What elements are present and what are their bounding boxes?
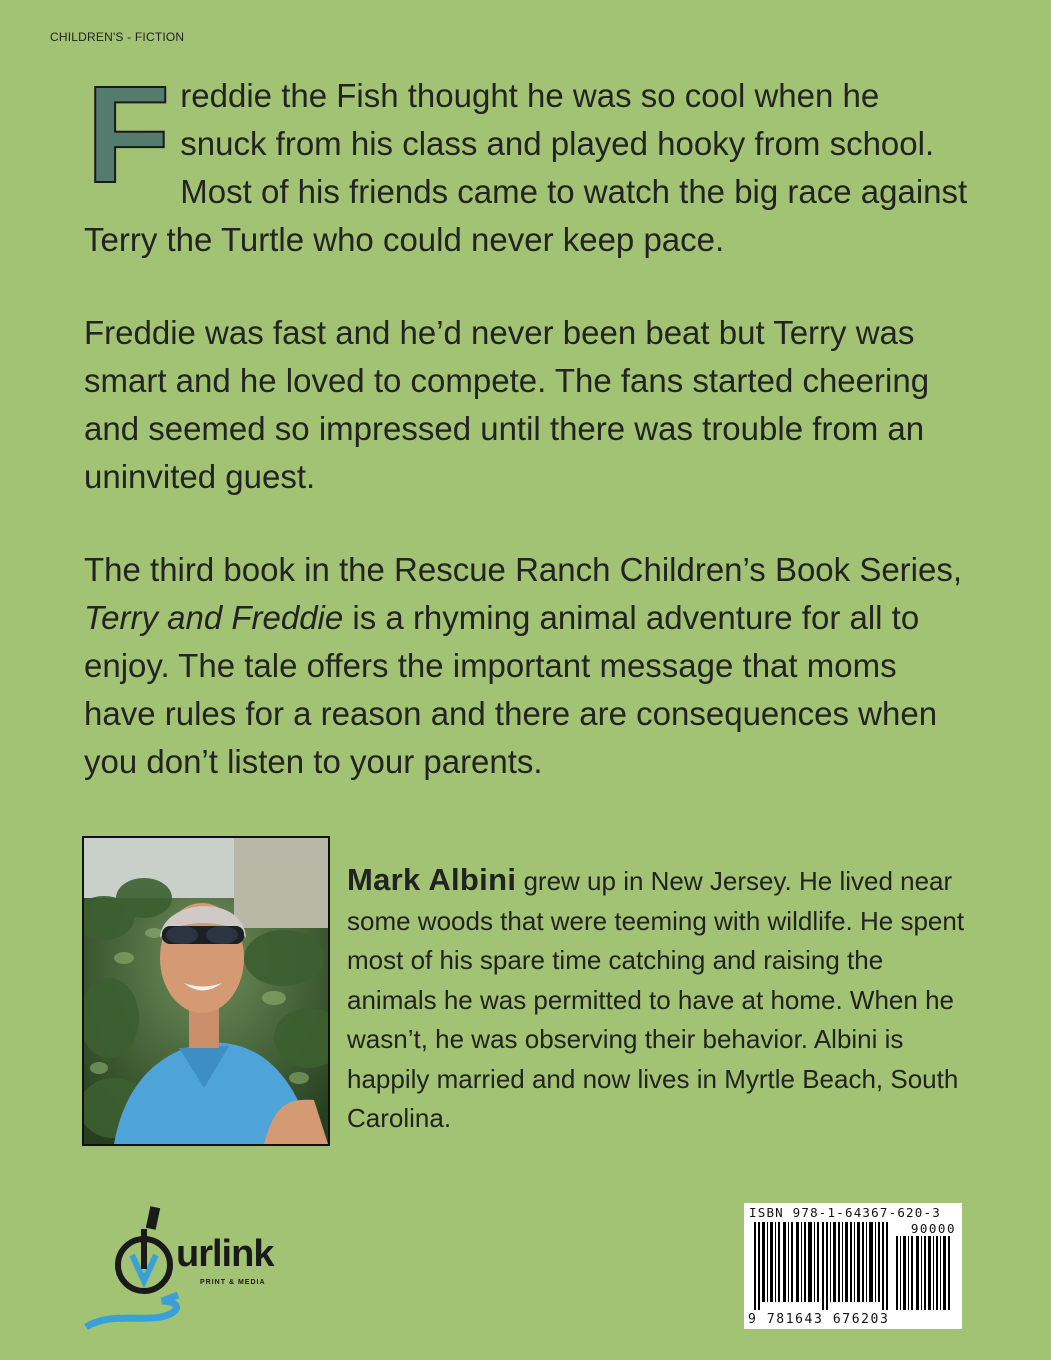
isbn-barcode — [744, 1203, 962, 1329]
author-photo — [82, 836, 330, 1146]
blurb-paragraph-2: Freddie was fast and he’d never been beat but Terry was smart and he loved to compete. The fans started cheering and seemed so impressed until there was trouble from an uninvited guest. — [84, 314, 930, 495]
drop-cap: F — [86, 58, 171, 212]
isbn-label: ISBN 978-1-64367-620-3 — [749, 1205, 941, 1220]
author-photo-illustration — [84, 838, 328, 1144]
publisher-logo — [82, 1205, 302, 1330]
price-code: 90000 — [910, 1221, 956, 1236]
category-label: CHILDREN'S - FICTION — [50, 30, 185, 44]
isbn-digits: 9 781643 676203 — [748, 1312, 890, 1327]
blurb-paragraph-3-rest: is a rhyming animal adventure for all to enjoy. The tale offers the important message that moms have rules for a reason and there are consequences when you don’t listen to your parents. — [84, 599, 938, 780]
author-bio — [347, 860, 967, 1139]
book-title: Terry and Freddie — [84, 599, 344, 636]
blurb-paragraph-3-lead: The third book in the Rescue Ranch Children’s Book Series, — [84, 551, 963, 588]
blurb-paragraph-1-text: reddie the Fish thought he was so cool when he snuck from his class and played hooky from school. Most of his friends came to watch the big race against Terry the Turtle who could never keep pace. — [84, 77, 968, 258]
author-bio-text: grew up in New Jersey. He lived near some woods that were teeming with wildlife. He spent most of his spare time catching and raising the animals he was permitted to have at home. When he wasn’t, he was observing their behavior. Albini is happily married and now lives in Myrtle Beach, South Carolina. — [347, 866, 965, 1133]
publisher-tagline: PRINT & MEDIA — [200, 1279, 266, 1286]
publisher-name: urlink — [176, 1233, 274, 1275]
author-name: Mark Albini — [347, 862, 517, 897]
back-cover-blurb — [84, 58, 974, 786]
blurb-paragraph-1 — [84, 58, 974, 264]
blurb-paragraph-3 — [84, 546, 974, 786]
barcode-bars — [750, 1222, 956, 1312]
